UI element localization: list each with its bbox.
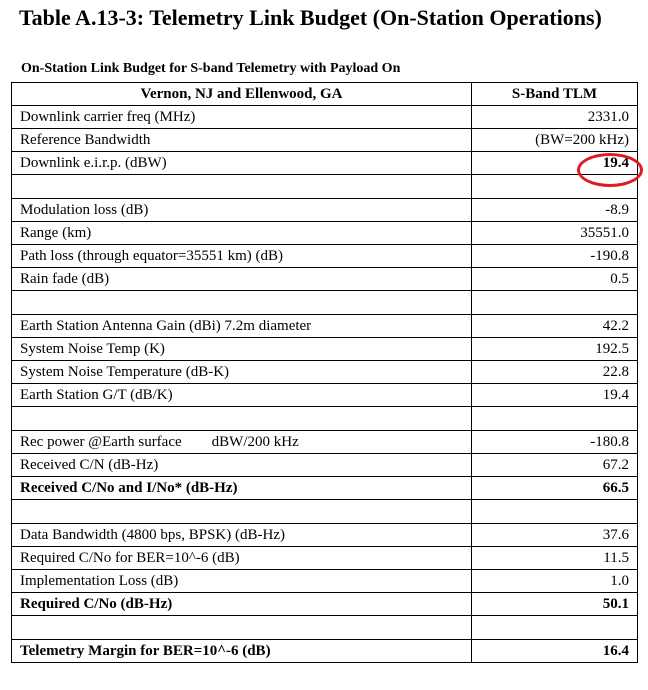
table-row bbox=[12, 129, 638, 152]
row-label: System Noise Temp (K) bbox=[12, 338, 472, 361]
row-value: 35551.0 bbox=[472, 222, 638, 245]
row-value bbox=[472, 616, 638, 640]
row-value: (BW=200 kHz) bbox=[472, 129, 638, 152]
row-label bbox=[12, 616, 472, 640]
blank-row bbox=[12, 407, 638, 431]
row-label: Required C/No (dB-Hz) bbox=[12, 593, 472, 616]
table-row bbox=[12, 477, 638, 500]
row-value: 11.5 bbox=[472, 547, 638, 570]
row-value: 1.0 bbox=[472, 570, 638, 593]
table-row bbox=[12, 338, 638, 361]
row-value: -180.8 bbox=[472, 431, 638, 454]
table-row bbox=[12, 547, 638, 570]
table-row bbox=[12, 315, 638, 338]
table-row bbox=[12, 268, 638, 291]
row-value: 16.4 bbox=[472, 640, 638, 663]
table-row bbox=[12, 222, 638, 245]
row-label: Modulation loss (dB) bbox=[12, 199, 472, 222]
row-label: Range (km) bbox=[12, 222, 472, 245]
row-label bbox=[12, 291, 472, 315]
row-label: Data Bandwidth (4800 bps, BPSK) (dB-Hz) bbox=[12, 524, 472, 547]
row-value: 42.2 bbox=[472, 315, 638, 338]
table-caption: On-Station Link Budget for S-band Telemetry with Payload On bbox=[21, 61, 401, 76]
row-label: Received C/N (dB-Hz) bbox=[12, 454, 472, 477]
row-label: System Noise Temperature (dB-K) bbox=[12, 361, 472, 384]
row-label: Path loss (through equator=35551 km) (dB) bbox=[12, 245, 472, 268]
row-label bbox=[12, 175, 472, 199]
table-row bbox=[12, 431, 638, 454]
row-label: Earth Station G/T (dB/K) bbox=[12, 384, 472, 407]
row-value: 192.5 bbox=[472, 338, 638, 361]
row-value: -8.9 bbox=[472, 199, 638, 222]
table-row bbox=[12, 199, 638, 222]
table-row bbox=[12, 361, 638, 384]
row-value: -190.8 bbox=[472, 245, 638, 268]
table-header-row bbox=[12, 83, 638, 106]
blank-row bbox=[12, 500, 638, 524]
row-label: Downlink e.i.r.p. (dBW) bbox=[12, 152, 472, 175]
table-row bbox=[12, 570, 638, 593]
row-value: 19.4 bbox=[472, 384, 638, 407]
table-row bbox=[12, 106, 638, 129]
blank-row bbox=[12, 616, 638, 640]
table-row bbox=[12, 454, 638, 477]
row-value: 37.6 bbox=[472, 524, 638, 547]
row-value: 22.8 bbox=[472, 361, 638, 384]
row-label: Required C/No for BER=10^-6 (dB) bbox=[12, 547, 472, 570]
table-row bbox=[12, 640, 638, 663]
row-value bbox=[472, 407, 638, 431]
row-value: 66.5 bbox=[472, 477, 638, 500]
row-label: Earth Station Antenna Gain (dBi) 7.2m diameter bbox=[12, 315, 472, 338]
table-row bbox=[12, 384, 638, 407]
table-row bbox=[12, 245, 638, 268]
blank-row bbox=[12, 291, 638, 315]
highlight-circle bbox=[577, 153, 643, 187]
column-header-stations: Vernon, NJ and Ellenwood, GA bbox=[12, 83, 472, 106]
row-label: Received C/No and I/No* (dB-Hz) bbox=[12, 477, 472, 500]
row-label: Telemetry Margin for BER=10^-6 (dB) bbox=[12, 640, 472, 663]
row-value bbox=[472, 500, 638, 524]
row-label: Downlink carrier freq (MHz) bbox=[12, 106, 472, 129]
link-budget-table bbox=[11, 82, 638, 663]
blank-row bbox=[12, 175, 638, 199]
row-label bbox=[12, 407, 472, 431]
row-value: 50.1 bbox=[472, 593, 638, 616]
row-value: 67.2 bbox=[472, 454, 638, 477]
row-value: 0.5 bbox=[472, 268, 638, 291]
row-label: Reference Bandwidth bbox=[12, 129, 472, 152]
table-row bbox=[12, 152, 638, 175]
page-title: Table A.13-3: Telemetry Link Budget (On-Station Operations) bbox=[19, 5, 602, 30]
table-row bbox=[12, 593, 638, 616]
row-value: 2331.0 bbox=[472, 106, 638, 129]
row-label bbox=[12, 500, 472, 524]
row-label: Implementation Loss (dB) bbox=[12, 570, 472, 593]
row-label: Rain fade (dB) bbox=[12, 268, 472, 291]
column-header-sband-tlm: S-Band TLM bbox=[472, 83, 638, 106]
table-row bbox=[12, 524, 638, 547]
row-label: Rec power @Earth surface dBW/200 kHz bbox=[12, 431, 472, 454]
row-value bbox=[472, 291, 638, 315]
eirp-value: 19.4 bbox=[472, 152, 638, 175]
